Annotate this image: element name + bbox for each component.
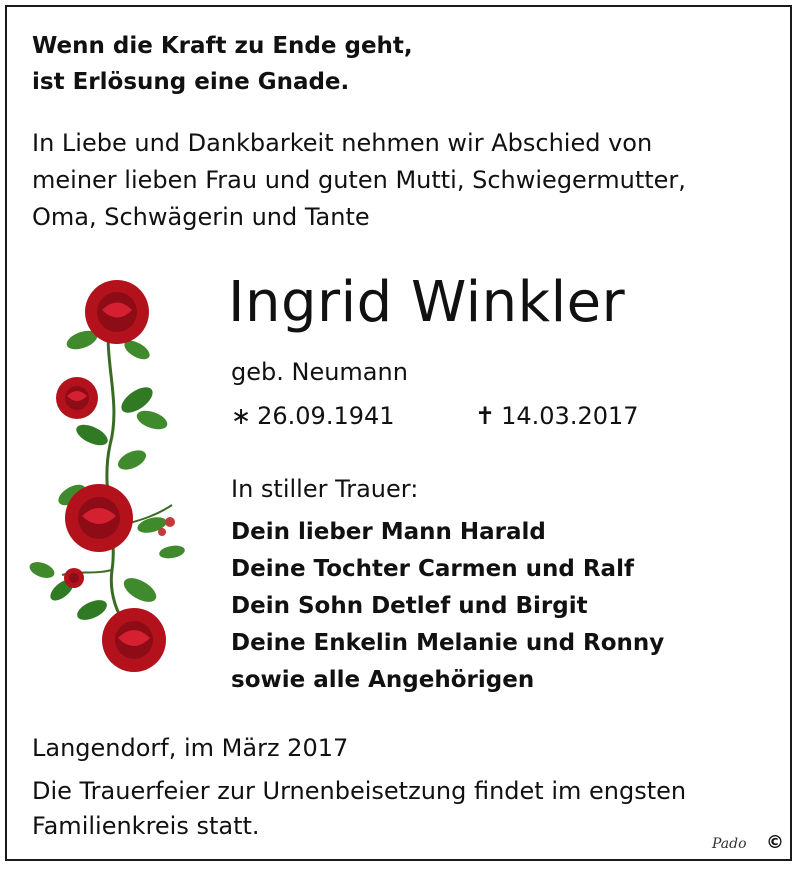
mourner-item: Dein Sohn Detlef und Birgit: [231, 593, 588, 619]
mourner-item: Deine Enkelin Melanie und Ronny: [231, 630, 665, 656]
service-notice: [32, 774, 782, 844]
mourner-list: [231, 514, 664, 699]
rose-icon: [102, 608, 166, 672]
service-line: Die Trauerfeier zur Urnenbeisetzung findet im engsten: [32, 777, 687, 805]
rose-icon: [85, 280, 149, 344]
birth-date-value: 26.09.1941: [257, 402, 395, 430]
mourner-item: sowie alle Angehörigen: [231, 667, 535, 693]
copyright-icon: ©: [766, 832, 784, 853]
birth-star-icon: ∗: [231, 402, 252, 430]
rose-icon: [56, 377, 98, 419]
intro-line: Oma, Schwägerin und Tante: [32, 203, 370, 231]
mourner-item: Deine Tochter Carmen und Ralf: [231, 556, 634, 582]
intro-line: meiner lieben Frau und guten Mutti, Schwiegermutter,: [32, 166, 686, 194]
place-date: Langendorf, im März 2017: [32, 734, 349, 762]
death-date-value: 14.03.2017: [501, 402, 639, 430]
service-line: Familienkreis statt.: [32, 812, 260, 840]
rose-icon: [64, 568, 84, 588]
rose-icon: [65, 484, 133, 552]
maiden-name: geb. Neumann: [231, 358, 408, 386]
intro-line: In Liebe und Dankbarkeit nehmen wir Abschied von: [32, 129, 653, 157]
rose-illustration: [22, 270, 202, 690]
birth-date: [231, 400, 395, 432]
motto-line: ist Erlösung eine Gnade.: [32, 69, 350, 95]
death-date: [475, 400, 639, 432]
mourning-label: In stiller Trauer:: [231, 475, 419, 503]
mourner-item: Dein lieber Mann Harald: [231, 519, 546, 545]
motto-line: Wenn die Kraft zu Ende geht,: [32, 33, 413, 59]
motto: [32, 28, 413, 100]
intro-text: [32, 125, 772, 236]
publisher-signature: Pado: [712, 836, 747, 852]
cross-icon: ✝: [475, 402, 496, 430]
deceased-name: Ingrid Winkler: [228, 270, 626, 335]
